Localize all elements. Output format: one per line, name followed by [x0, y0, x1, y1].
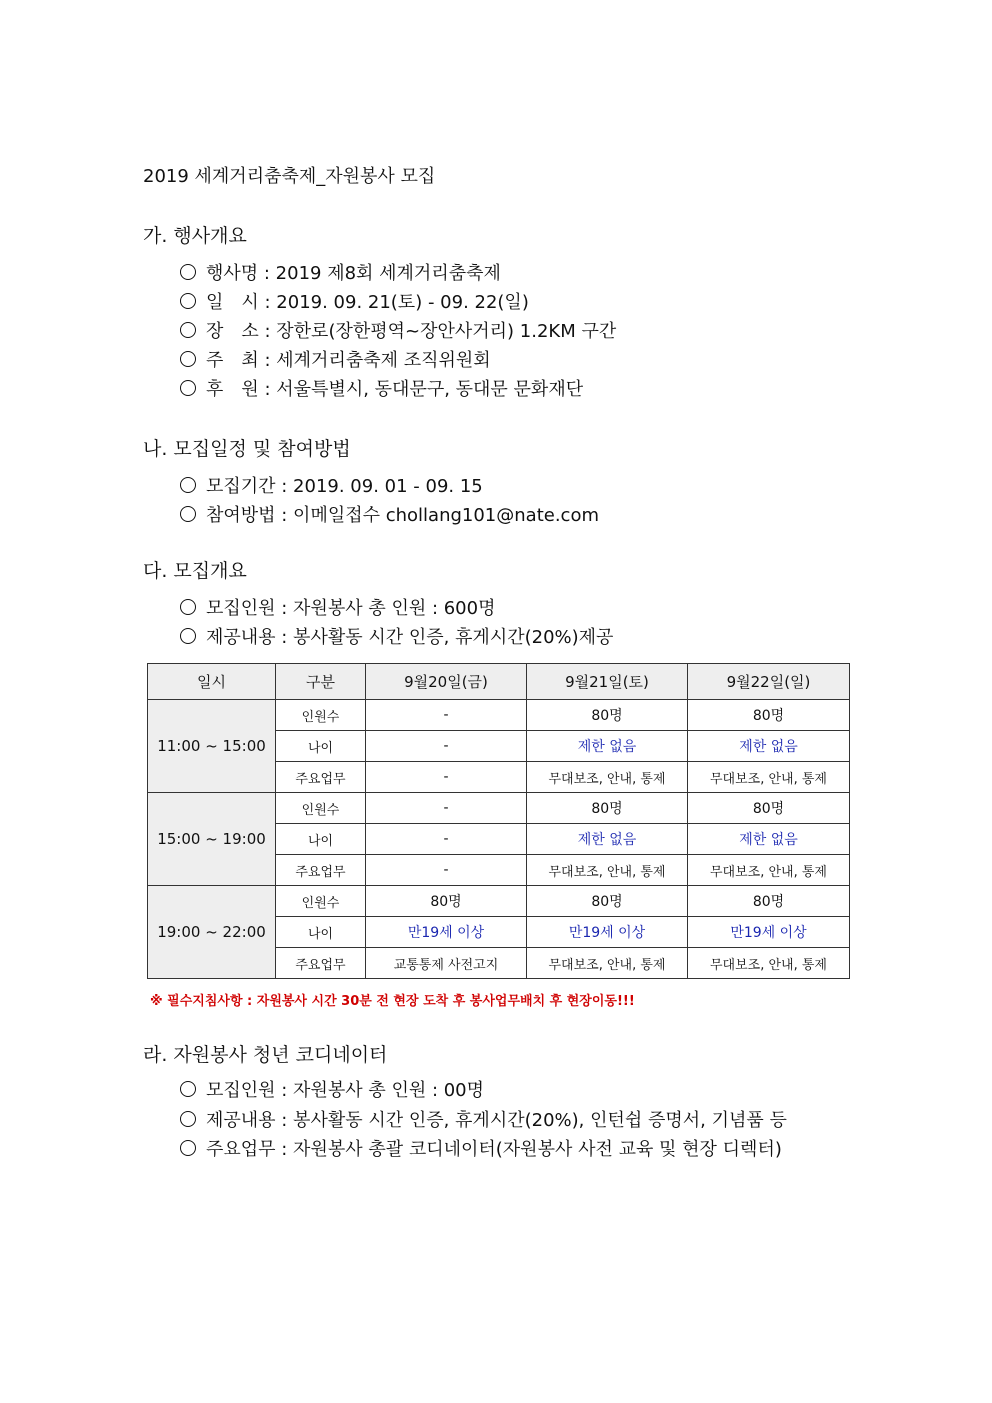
- circle-bullet-icon: [180, 293, 196, 309]
- table-header-row: [148, 664, 850, 700]
- circle-bullet-icon: [180, 1081, 196, 1097]
- overview-item: [180, 288, 529, 314]
- coordinator-item-text: 주요업무 : 자원봉사 총괄 코디네이터(자원봉사 사전 교육 및 현장 디렉터): [206, 1139, 782, 1160]
- schedule-item: [180, 472, 483, 498]
- schedule-item-text: 모집기간 : 2019. 09. 01 - 09. 15: [206, 476, 483, 497]
- circle-bullet-icon: [180, 628, 196, 644]
- recruit-item: [180, 623, 613, 649]
- overview-item-text: 장 소 : 장한로(장한평역~장안사거리) 1.2KM 구간: [206, 321, 617, 342]
- schedule-item-text: 참여방법 : 이메일접수 chollang101@nate.com: [206, 505, 599, 526]
- row-label: 주요업무: [276, 855, 366, 886]
- header-category: 구분: [276, 664, 366, 700]
- circle-bullet-icon: [180, 322, 196, 338]
- table-cell: 80명: [688, 793, 850, 824]
- table-cell: -: [366, 700, 527, 731]
- table-cell: 80명: [688, 886, 850, 917]
- table-cell: 교통통제 사전고지: [366, 948, 527, 979]
- table-cell: 제한 없음: [688, 824, 850, 855]
- overview-item-text: 주 최 : 세계거리춤축제 조직위원회: [206, 350, 491, 371]
- row-label: 나이: [276, 917, 366, 948]
- table-cell: 만19세 이상: [366, 917, 527, 948]
- table-cell: 만19세 이상: [527, 917, 688, 948]
- overview-item-text: 행사명 : 2019 제8회 세계거리춤축제: [206, 263, 501, 284]
- overview-item-text: 후 원 : 서울특별시, 동대문구, 동대문 문화재단: [206, 379, 584, 400]
- circle-bullet-icon: [180, 599, 196, 615]
- row-label: 나이: [276, 731, 366, 762]
- circle-bullet-icon: [180, 506, 196, 522]
- table-cell: 80명: [366, 886, 527, 917]
- table-cell: 만19세 이상: [688, 917, 850, 948]
- table-cell: 제한 없음: [688, 731, 850, 762]
- row-label: 인원수: [276, 793, 366, 824]
- table-row: [148, 700, 850, 731]
- schedule-item: [180, 501, 599, 527]
- header-day-21: 9월21일(토): [527, 664, 688, 700]
- table-cell: 80명: [688, 700, 850, 731]
- table-cell: 80명: [527, 793, 688, 824]
- table-cell: 무대보조, 안내, 통제: [527, 948, 688, 979]
- table-cell: -: [366, 824, 527, 855]
- row-label: 주요업무: [276, 948, 366, 979]
- row-label: 인원수: [276, 700, 366, 731]
- header-time: 일시: [148, 664, 276, 700]
- overview-item: [180, 317, 616, 343]
- coordinator-item: [180, 1106, 787, 1132]
- header-day-22: 9월22일(일): [688, 664, 850, 700]
- time-slot: 11:00 ~ 15:00: [148, 700, 276, 793]
- overview-item-text: 일 시 : 2019. 09. 21(토) - 09. 22(일): [206, 292, 529, 313]
- section-heading-schedule: 나. 모집일정 및 참여방법: [143, 438, 351, 460]
- row-label: 주요업무: [276, 762, 366, 793]
- circle-bullet-icon: [180, 1140, 196, 1156]
- document-title: 2019 세계거리춤축제_자원봉사 모집: [143, 166, 436, 187]
- circle-bullet-icon: [180, 1111, 196, 1127]
- recruit-item-text: 제공내용 : 봉사활동 시간 인증, 휴게시간(20%)제공: [206, 627, 614, 648]
- required-guideline-note: ※ 필수지침사항 : 자원봉사 시간 30분 전 현장 도착 후 봉사업무배치 후 현장이동!!!: [150, 994, 635, 1009]
- table-cell: 무대보조, 안내, 통제: [527, 762, 688, 793]
- table-cell: 80명: [527, 700, 688, 731]
- table-cell: 무대보조, 안내, 통제: [688, 762, 850, 793]
- circle-bullet-icon: [180, 380, 196, 396]
- table-cell: 무대보조, 안내, 통제: [688, 855, 850, 886]
- section-heading-coordinator: 라. 자원봉사 청년 코디네이터: [143, 1044, 388, 1066]
- table-row: [148, 793, 850, 824]
- table-cell: 무대보조, 안내, 통제: [527, 855, 688, 886]
- schedule-table: [147, 663, 850, 979]
- recruit-item-text: 모집인원 : 자원봉사 총 인원 : 600명: [206, 598, 496, 619]
- table-cell: 제한 없음: [527, 824, 688, 855]
- circle-bullet-icon: [180, 351, 196, 367]
- recruit-item: [180, 594, 495, 620]
- coordinator-item-text: 제공내용 : 봉사활동 시간 인증, 휴게시간(20%), 인턴쉽 증명서, 기념품 등: [206, 1110, 787, 1131]
- overview-item: [180, 346, 491, 372]
- row-label: 나이: [276, 824, 366, 855]
- table-cell: -: [366, 762, 527, 793]
- table-cell: -: [366, 731, 527, 762]
- table-cell: 무대보조, 안내, 통제: [688, 948, 850, 979]
- circle-bullet-icon: [180, 264, 196, 280]
- coordinator-item: [180, 1076, 484, 1102]
- table-row: [148, 886, 850, 917]
- time-slot: 19:00 ~ 22:00: [148, 886, 276, 979]
- table-cell: 제한 없음: [527, 731, 688, 762]
- coordinator-item: [180, 1135, 782, 1161]
- coordinator-item-text: 모집인원 : 자원봉사 총 인원 : 00명: [206, 1080, 485, 1101]
- table-cell: 80명: [527, 886, 688, 917]
- table-cell: -: [366, 793, 527, 824]
- section-heading-recruit: 다. 모집개요: [143, 560, 247, 582]
- row-label: 인원수: [276, 886, 366, 917]
- circle-bullet-icon: [180, 477, 196, 493]
- table-cell: -: [366, 855, 527, 886]
- overview-item: [180, 259, 501, 285]
- section-heading-overview: 가. 행사개요: [143, 225, 247, 247]
- overview-item: [180, 375, 583, 401]
- header-day-20: 9월20일(금): [366, 664, 527, 700]
- time-slot: 15:00 ~ 19:00: [148, 793, 276, 886]
